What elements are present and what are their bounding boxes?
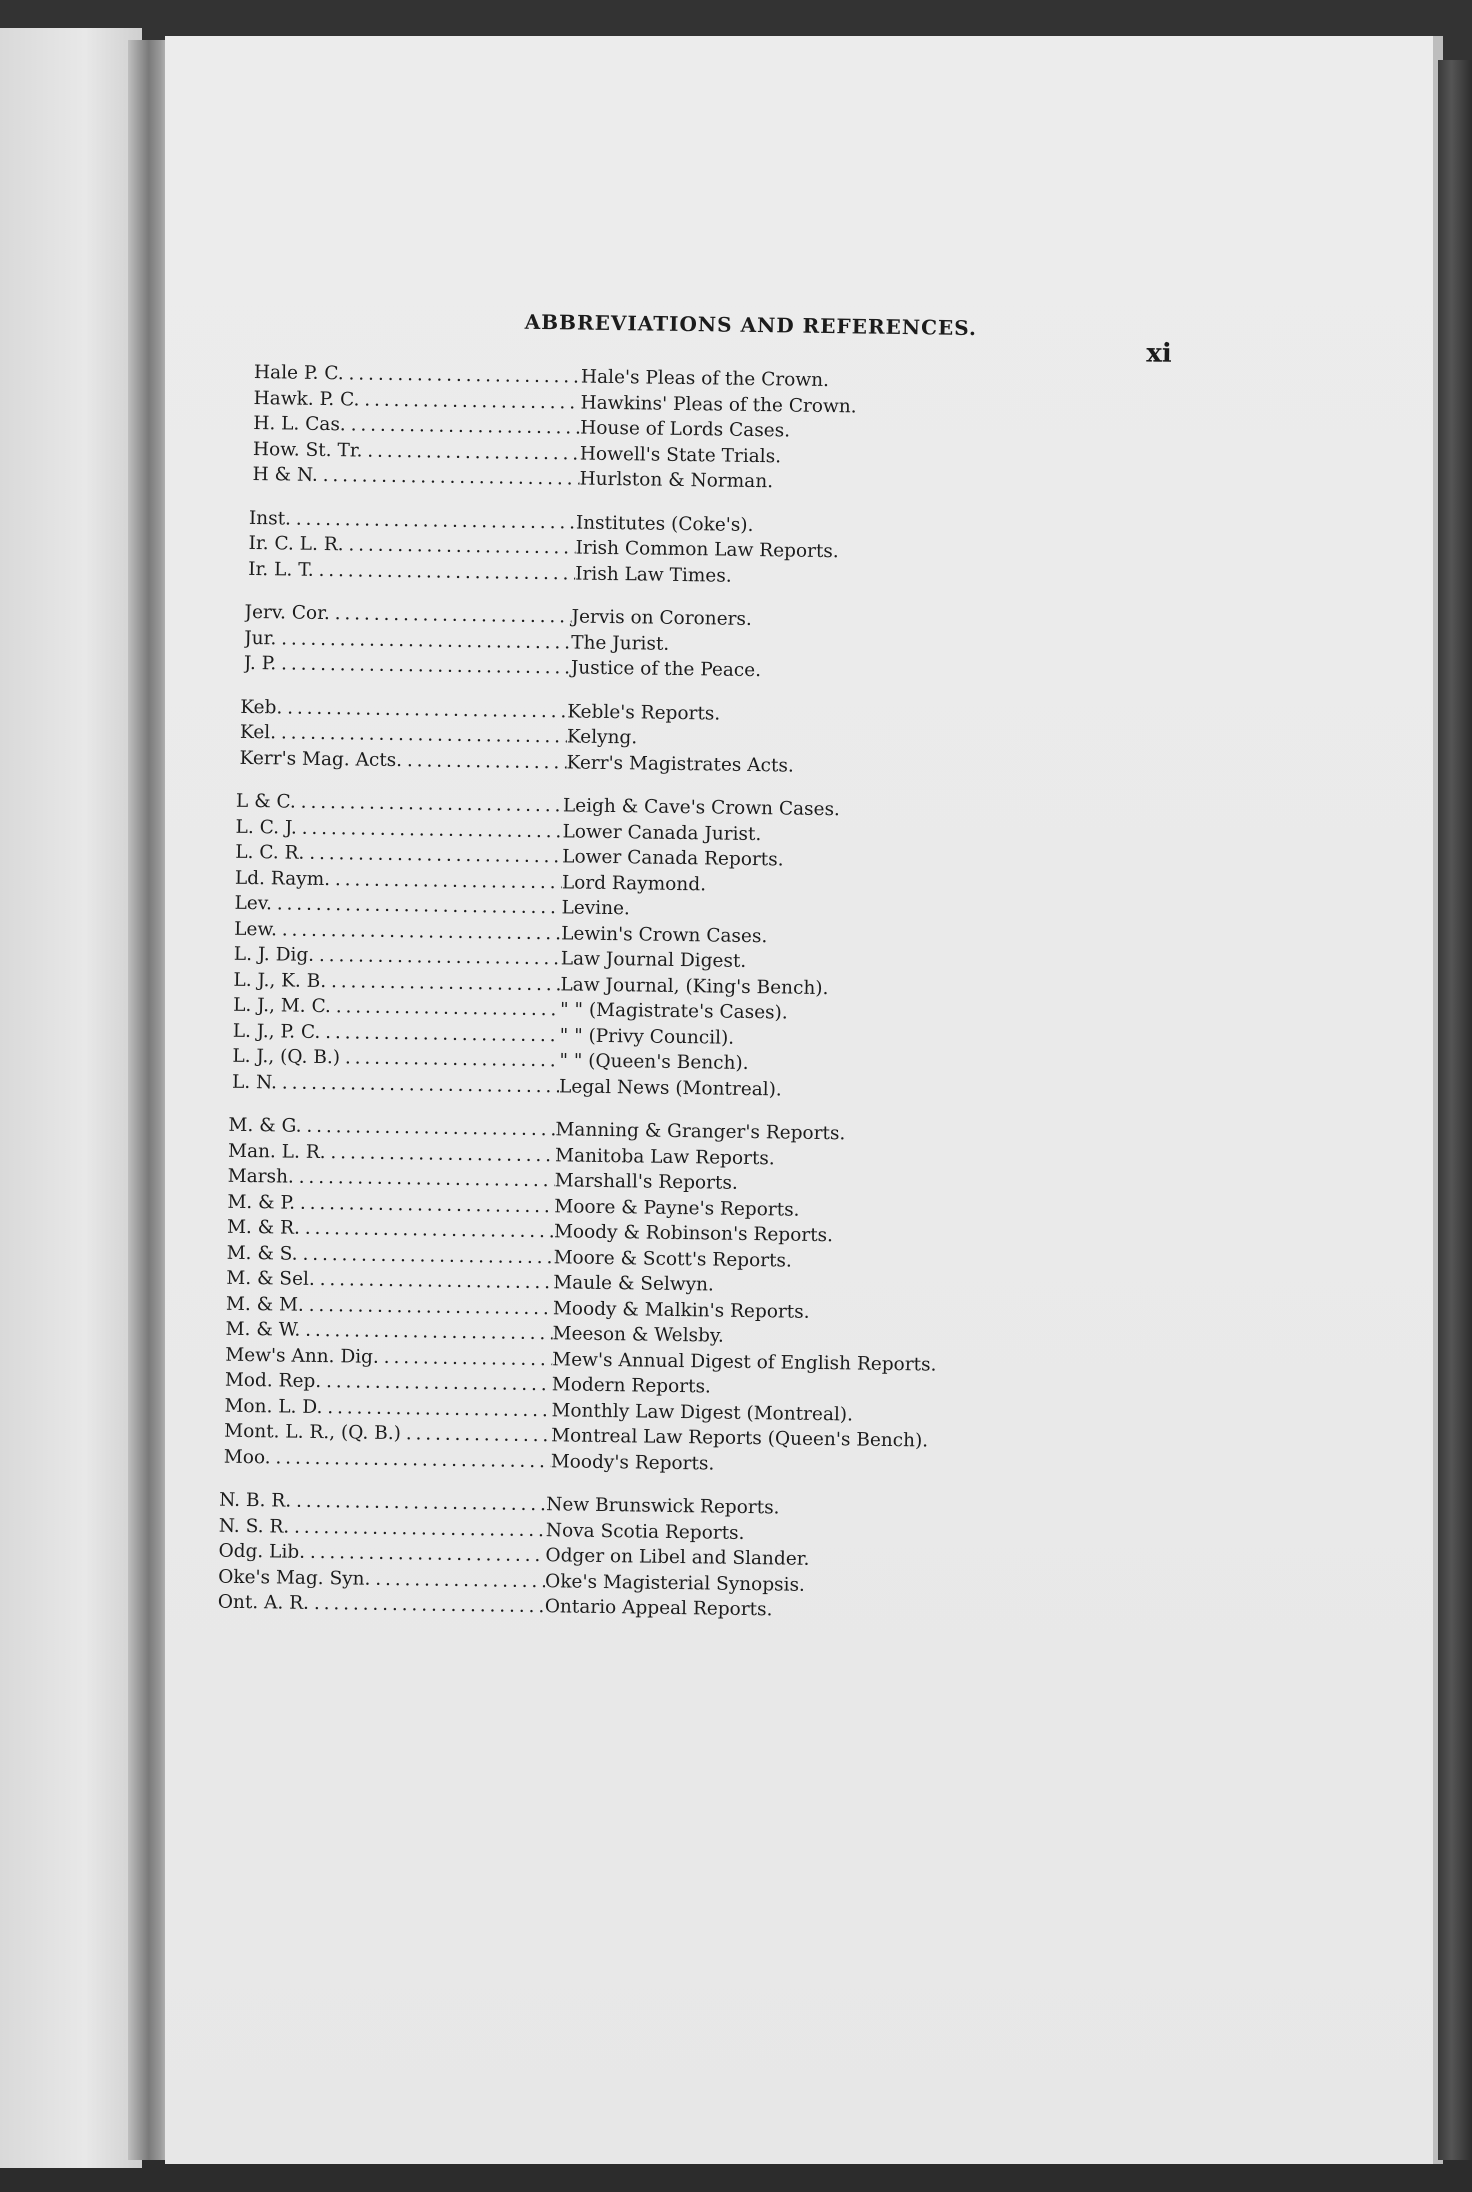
abbreviation-term: N. S. R. . . . [219, 1513, 546, 1543]
abbreviation-meaning: " " (Privy Council). [559, 1024, 735, 1049]
abbreviation-term: Ld. Raym. . . . [235, 865, 562, 895]
abbreviation-meaning: Hawkins' Pleas of the Crown. [580, 392, 857, 417]
abbreviation-meaning: Moody & Malkin's Reports. [552, 1297, 810, 1323]
abbreviation-term: Lev. . . . [234, 891, 561, 921]
abbreviation-meaning: Lewin's Crown Cases. [561, 922, 768, 947]
abbreviation-meaning: " " (Magistrate's Cases). [559, 999, 788, 1024]
abbreviation-term: Hale P. C. . . . [254, 360, 581, 390]
abbreviation-meaning: " " (Queen's Bench). [559, 1050, 749, 1074]
abbreviation-term: Mon. L. D. . . . [224, 1393, 551, 1423]
abbreviation-meaning: Law Journal, (King's Bench). [560, 973, 829, 999]
abbreviation-term: Mod. Rep. . . . [225, 1368, 552, 1398]
abbreviation-term: L. C. R. . . . [235, 840, 562, 870]
abbreviation-term: Keb. . . . [240, 694, 567, 724]
abbreviation-meaning: Modern Reports. [551, 1374, 712, 1398]
abbreviation-term: M. & G. . . . [228, 1113, 555, 1143]
abbreviation-meaning: Oke's Magisterial Synopsis. [544, 1570, 806, 1596]
abbreviation-term: Ir. C. L. R. . . . [248, 531, 575, 561]
abbreviation-meaning: Odger on Libel and Slander. [545, 1545, 810, 1570]
abbreviation-term: Kel. . . . [240, 720, 567, 750]
abbreviation-term: L. J. Dig. . . . [234, 942, 561, 972]
running-header: ABBREVIATIONS AND REFERENCES. [524, 309, 978, 341]
abbreviation-term: Oke's Mag. Syn. . . . [218, 1564, 545, 1594]
abbreviation-term: Mont. L. R., (Q. B.) . . . [224, 1419, 551, 1449]
abbreviation-term: Moo. . . . [224, 1444, 551, 1474]
abbreviation-meaning: Manitoba Law Reports. [554, 1144, 775, 1169]
abbreviation-term: Man. L. R. . . . [228, 1138, 555, 1168]
abbreviation-term: M. & M. . . . [226, 1291, 553, 1321]
abbreviation-term: M. & W. . . . [225, 1317, 552, 1347]
abbreviation-meaning: Hale's Pleas of the Crown. [580, 366, 830, 392]
abbreviation-meaning: Ontario Appeal Reports. [544, 1596, 773, 1621]
abbreviation-meaning: Moore & Payne's Reports. [554, 1195, 800, 1221]
abbreviation-term: Inst. . . . [249, 505, 576, 535]
page-content [217, 300, 1255, 1774]
abbreviation-term: H & N. . . . [252, 462, 579, 492]
abbreviation-meaning: Lord Raymond. [561, 871, 707, 895]
left-page-edge [0, 28, 142, 2168]
abbreviation-meaning: Nova Scotia Reports. [545, 1519, 745, 1544]
abbreviation-meaning: Hurlston & Norman. [579, 468, 774, 493]
abbreviation-term: Kerr's Mag. Acts. . . . [239, 745, 566, 775]
abbreviation-list [217, 360, 1154, 1628]
abbreviation-meaning: Moody's Reports. [550, 1450, 715, 1475]
abbreviation-term: Lew. . . . [234, 916, 561, 946]
abbreviation-term: L & C. . . . [236, 789, 563, 819]
abbreviation-meaning: Lower Canada Jurist. [562, 820, 762, 845]
abbreviation-term: L. N. . . . [232, 1069, 559, 1099]
abbreviation-meaning: Manning & Granger's Reports. [555, 1119, 846, 1145]
abbreviation-meaning: Jervis on Coroners. [571, 606, 752, 630]
abbreviation-meaning: Kelyng. [566, 726, 638, 749]
abbreviation-meaning: Law Journal Digest. [560, 948, 747, 972]
abbreviation-term: Ont. A. R. . . . [218, 1590, 545, 1620]
abbreviation-term: Hawk. P. C. . . . [253, 385, 580, 415]
abbreviation-meaning: Levine. [561, 897, 631, 920]
abbreviation-meaning: Monthly Law Digest (Montreal). [551, 1399, 854, 1425]
abbreviation-meaning: Montreal Law Reports (Queen's Bench). [551, 1425, 929, 1452]
abbreviation-term: How. St. Tr. . . . [253, 436, 580, 466]
abbreviation-meaning: Keble's Reports. [567, 700, 721, 725]
abbreviation-term: L. J., (Q. B.) . . . [232, 1044, 559, 1074]
abbreviation-term: M. & S. . . . [227, 1240, 554, 1270]
abbreviation-meaning: Legal News (Montreal). [558, 1075, 782, 1100]
page-stack-edge [1438, 60, 1472, 2160]
abbreviation-term: H. L. Cas. . . . [253, 411, 580, 441]
abbreviation-term: Ir. L. T. . . . [248, 556, 575, 586]
abbreviation-term: L. J., K. B. . . . [233, 967, 560, 997]
abbreviation-meaning: The Jurist. [571, 631, 670, 655]
abbreviation-meaning: Kerr's Magistrates Acts. [566, 751, 794, 777]
abbreviation-meaning: Justice of the Peace. [570, 657, 762, 682]
abbreviation-meaning: Mew's Annual Digest of English Reports. [552, 1348, 937, 1376]
page-number: xi [1146, 338, 1172, 369]
abbreviation-term: M. & R. . . . [227, 1215, 554, 1245]
abbreviation-meaning: Irish Law Times. [575, 562, 732, 587]
abbreviation-meaning: Moody & Robinson's Reports. [553, 1221, 834, 1247]
abbreviation-meaning: Meeson & Welsby. [552, 1323, 724, 1347]
abbreviation-term: Odg. Lib. . . . [218, 1539, 545, 1569]
abbreviation-meaning: Moore & Scott's Reports. [553, 1246, 793, 1272]
abbreviation-meaning: Marshall's Reports. [554, 1170, 738, 1194]
abbreviation-meaning: Institutes (Coke's). [575, 512, 754, 536]
abbreviation-term: L. C. J. . . . [235, 814, 562, 844]
abbreviation-term: Jerv. Cor. . . . [244, 600, 571, 630]
abbreviation-meaning: House of Lords Cases. [580, 417, 791, 442]
abbreviation-term: J. P. . . . [244, 651, 571, 681]
abbreviation-meaning: Lower Canada Reports. [562, 846, 784, 871]
abbreviation-term: L. J., M. C. . . . [233, 993, 560, 1023]
abbreviation-term: M. & P. . . . [227, 1189, 554, 1219]
abbreviation-term: Jur. . . . [244, 625, 571, 655]
abbreviation-term: Mew's Ann. Dig. . . . [225, 1342, 552, 1372]
abbreviation-term: N. B. R. . . . [219, 1488, 546, 1518]
abbreviation-meaning: Howell's State Trials. [579, 443, 782, 467]
abbreviation-meaning: New Brunswick Reports. [546, 1494, 780, 1519]
abbreviation-meaning: Irish Common Law Reports. [575, 537, 839, 563]
abbreviation-meaning: Leigh & Cave's Crown Cases. [562, 795, 841, 821]
abbreviation-meaning: Maule & Selwyn. [553, 1272, 715, 1296]
abbreviation-term: L. J., P. C. . . . [233, 1018, 560, 1048]
abbreviation-term: Marsh. . . . [228, 1164, 555, 1194]
abbreviation-term: M. & Sel. . . . [226, 1266, 553, 1296]
